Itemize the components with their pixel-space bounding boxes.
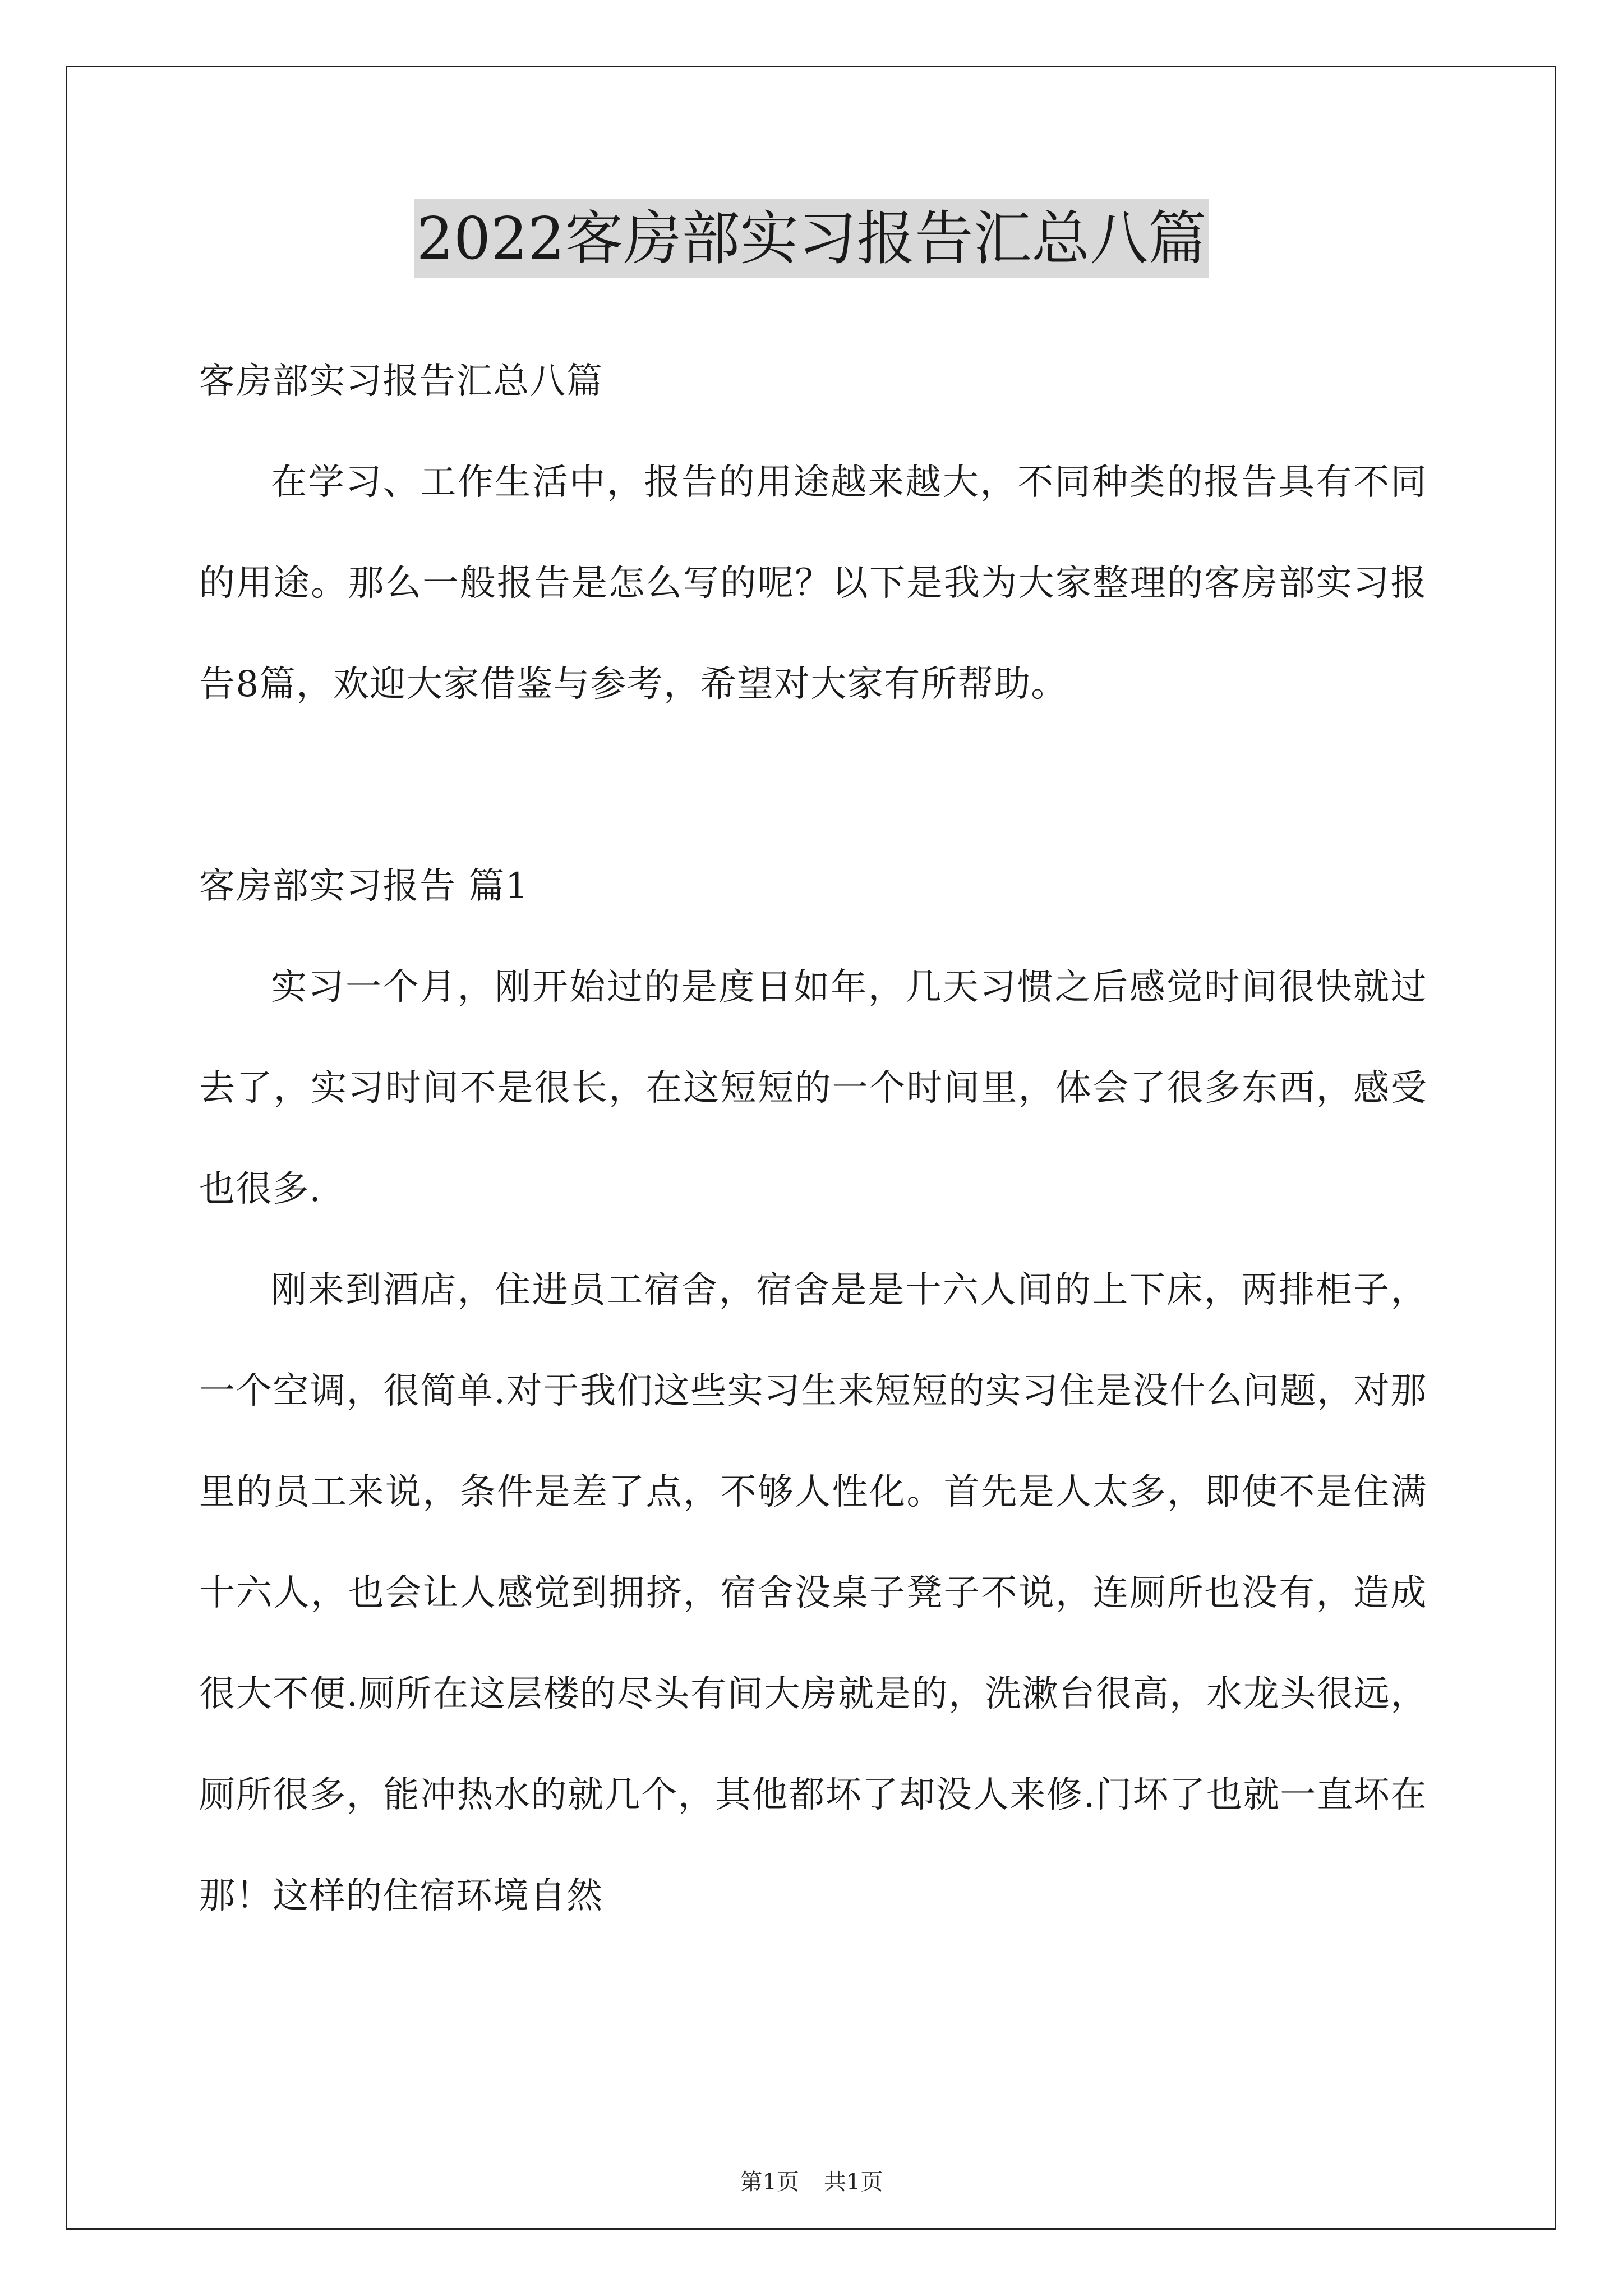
page-number: 第1页 bbox=[740, 2169, 799, 2195]
intro-paragraph: 在学习、工作生活中，报告的用途越来越大，不同种类的报告具有不同的用途。那么一般报告是怎么写的呢？以下是我为大家整理的客房部实习报告8篇，欢迎大家借鉴与参考，希望对大家有所帮助。 bbox=[199, 462, 1427, 705]
body-paragraph-1: 实习一个月，刚开始过的是度日如年，几天习惯之后感觉时间很快就过去了，实习时间不是很长，在这短短的一个时间里，体会了很多东西，感受也很多. bbox=[199, 967, 1427, 1210]
section-heading: 客房部实习报告 篇1 bbox=[199, 866, 529, 907]
title-container bbox=[0, 199, 1623, 278]
document-subtitle: 客房部实习报告汇总八篇 bbox=[199, 361, 603, 402]
document-body bbox=[199, 314, 1427, 1947]
page-total: 共1页 bbox=[824, 2169, 883, 2195]
page-footer bbox=[0, 2165, 1623, 2199]
body-paragraph-2: 刚来到酒店，住进员工宿舍，宿舍是是十六人间的上下床，两排柜子，一个空调，很简单.对于我们这些实习生来短短的实习住是没什么问题，对那里的员工来说，条件是差了点，不够人性化。首先是人太多，即使不是住满十六人，也会让人感觉到拥挤，宿舍没桌子凳子不说，连厕所也没有，造成很大不便.厕所在这层楼的尽头有间大房就是的，洗漱台很高，水龙头很远，厕所很多，能冲热水的就几个，其他都坏了却没人来修.门坏了也就一直坏在那！这样的住宿环境自然 bbox=[199, 1269, 1427, 1917]
document-title: 2022客房部实习报告汇总八篇 bbox=[414, 199, 1209, 278]
